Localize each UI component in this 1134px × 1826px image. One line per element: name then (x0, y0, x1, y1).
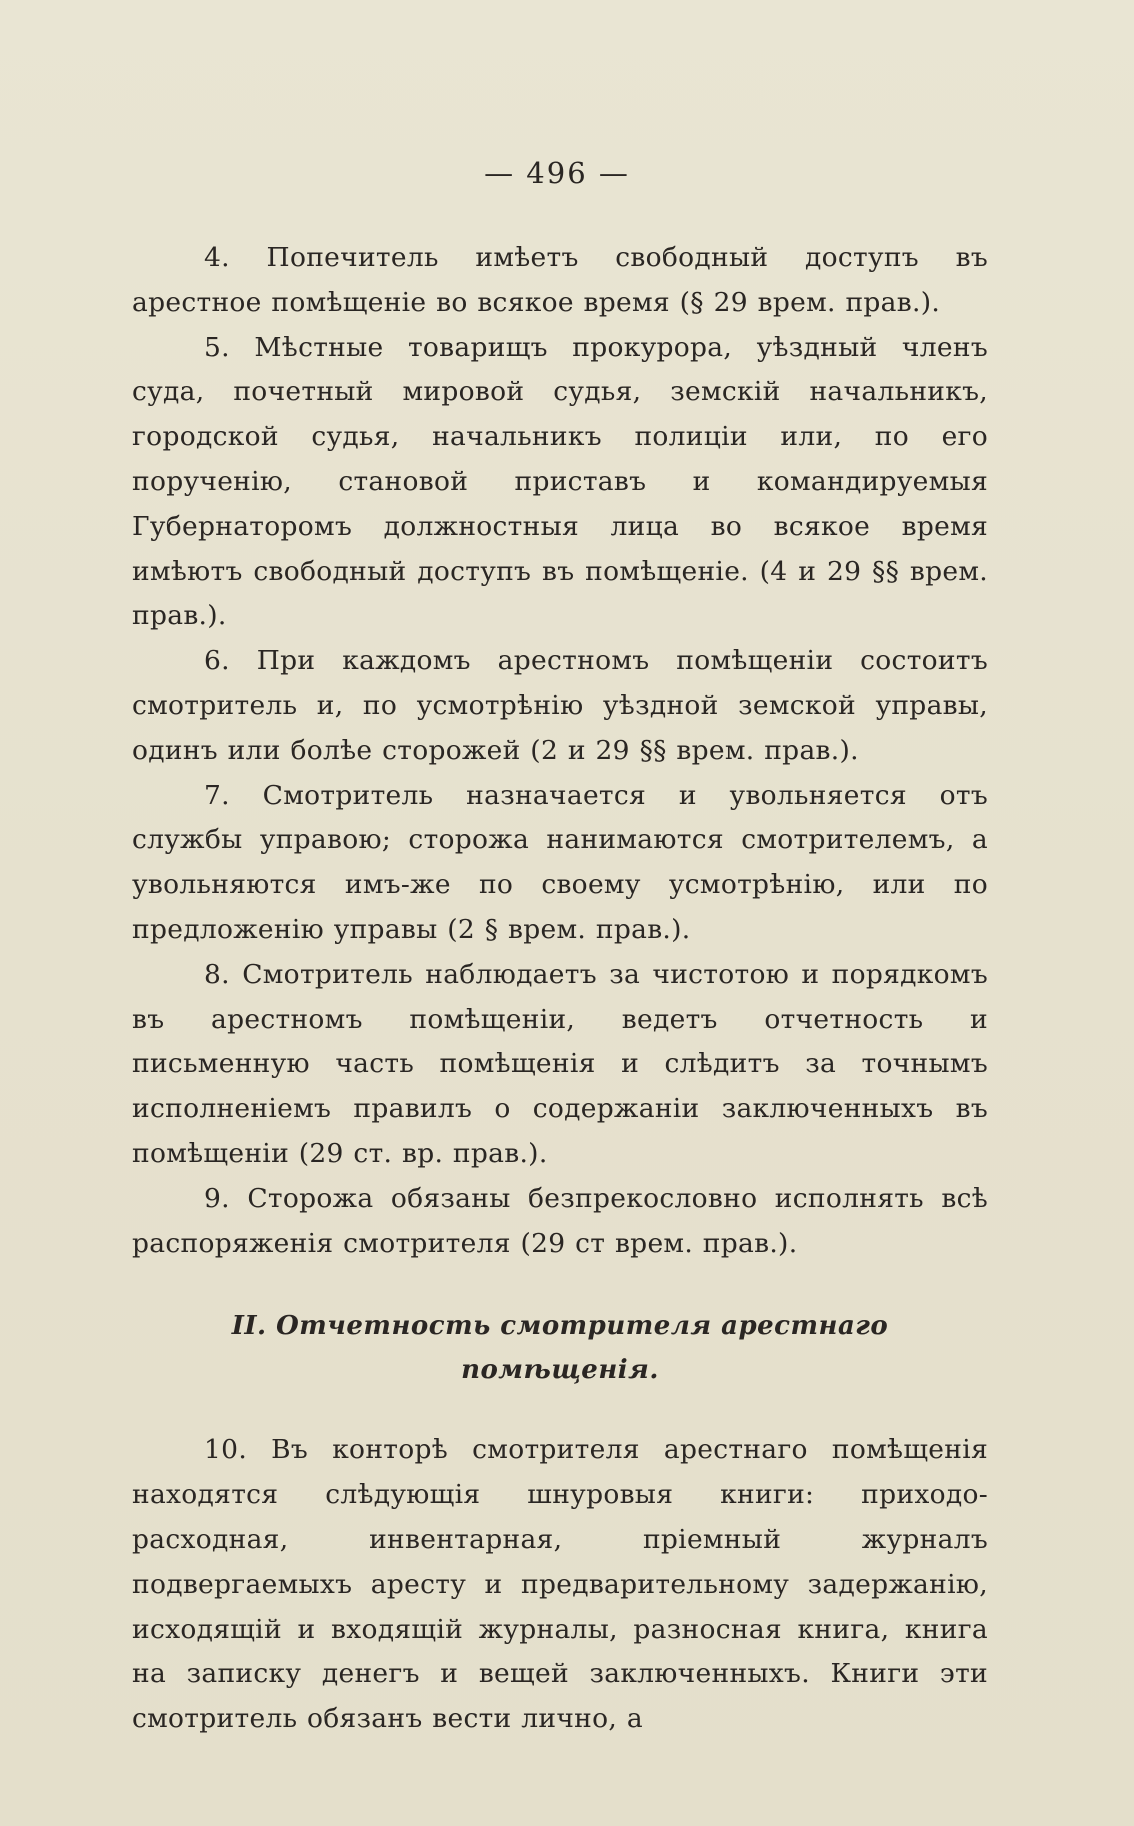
paragraph-6: 6. При каждомъ арестномъ помѣщеніи состоитъ смотритель и, по усмотрѣнію уѣздной земской управы, одинъ или болѣе сторожей (2 и 29 §§ врем. прав.). (132, 645, 988, 766)
section-heading: II. Отчетность смотрителя арестнаго помѣщенія. (231, 1311, 889, 1386)
body-text (132, 236, 988, 1742)
paragraph-4: 4. Попечитель имѣетъ свободный доступъ въ арестное помѣщеніе во всякое время (§ 29 врем. прав.). (132, 242, 988, 318)
page-number: — 496 — (484, 156, 630, 190)
paragraph-10: 10. Въ конторѣ смотрителя арестнаго помѣщенія находятся слѣдующія шнуровыя книги: приходо-расходная, инвентарная, пріемный журналъ подвергаемыхъ аресту и предварительному задержанію, исходящій и входящій журналы, разносная книга, книга на записку денегъ и вещей заключенныхъ. Книги эти смотритель обязанъ вести лично, а (132, 1434, 988, 1735)
paragraph-7: 7. Смотритель назначается и увольняется отъ службы управою; сторожа нанимаются смотрителемъ, а увольняются имъ-же по своему усмотрѣнію, или по предложенію управы (2 § врем. прав.). (132, 779, 988, 945)
paragraph-5: 5. Мѣстные товарищъ прокурора, уѣздный членъ суда, почетный мировой судья, земскій начальникъ, городской судья, начальникъ полиціи или, по его порученію, становой приставъ и командируемыя Губернаторомъ должностныя лица во всякое время имѣютъ свободный доступъ въ помѣщеніе. (4 и 29 §§ врем. прав.). (132, 331, 988, 632)
paragraph-9: 9. Сторожа обязаны безпрекословно исполнять всѣ распоряженія смотрителя (29 ст врем. прав.). (132, 1182, 988, 1259)
paragraph-8: 8. Смотритель наблюдаетъ за чистотою и порядкомъ въ арестномъ помѣщеніи, ведетъ отчетность и письменную часть помѣщенія и слѣдитъ за точнымъ исполненіемъ правилъ о содержаніи заключенныхъ въ помѣщеніи (29 ст. вр. прав.). (132, 958, 988, 1169)
